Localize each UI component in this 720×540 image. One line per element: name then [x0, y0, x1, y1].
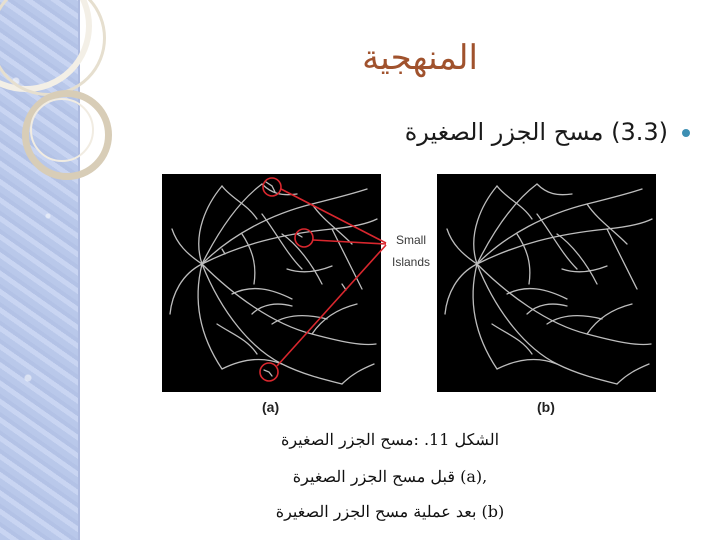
retina-image-before	[162, 174, 381, 392]
panel-label-b: (b)	[537, 399, 555, 415]
callout-line-1: Small	[395, 233, 426, 247]
figure-caption-title: الشكل 11. :مسح الجزر الصغيرة	[280, 430, 500, 449]
decorative-ring	[0, 0, 106, 96]
callout-line-2: Islands	[391, 255, 431, 269]
bullet-dot-icon	[682, 129, 690, 137]
small-islands-callout	[380, 229, 442, 273]
decorative-ring	[30, 98, 94, 162]
figure-caption-a: ,(a) قبل مسح الجزر الصغيرة	[292, 467, 488, 486]
vessel-map-before	[162, 174, 381, 392]
figure-caption-b: (b) بعد عملية مسح الجزر الصغيرة	[275, 502, 505, 521]
slide-title: المنهجية	[362, 38, 478, 78]
vessel-map-after	[437, 174, 656, 392]
retina-image-after	[437, 174, 656, 392]
panel-label-a: (a)	[262, 399, 280, 415]
bullet-text: (3.3) مسح الجزر الصغيرة	[404, 118, 668, 146]
